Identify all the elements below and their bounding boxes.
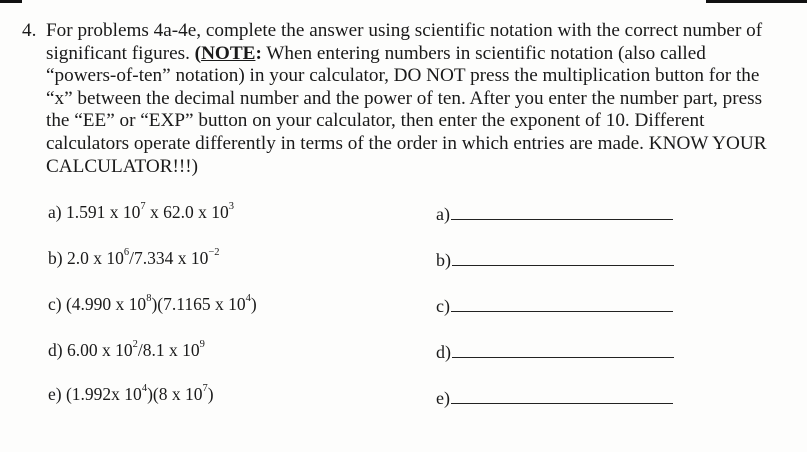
answer-label: d) bbox=[436, 342, 451, 362]
problem-item-e bbox=[48, 384, 214, 405]
top-edge-mark-left bbox=[0, 0, 22, 3]
item-label: a) bbox=[48, 202, 62, 222]
item-label: d) bbox=[48, 340, 63, 360]
answer-line-d[interactable] bbox=[436, 342, 674, 363]
problem-item-b bbox=[48, 248, 220, 269]
problem-item-d bbox=[48, 340, 205, 361]
instruction-line-3: “powers-of-ten” notation) in your calculator, DO NOT press the multiplication button for the bbox=[46, 65, 760, 87]
exponent: 3 bbox=[228, 201, 234, 213]
answer-blank[interactable] bbox=[452, 264, 674, 266]
answer-line-b[interactable] bbox=[436, 250, 674, 271]
answer-label: e) bbox=[436, 388, 450, 408]
answer-line-e[interactable] bbox=[436, 388, 673, 409]
exponent: 7 bbox=[202, 383, 208, 395]
note-rest: When entering numbers in scientific notation (also called bbox=[261, 42, 706, 64]
answer-line-c[interactable] bbox=[436, 296, 673, 317]
item-expression: (1.992x $10^4)(8$ x $10^7$) bbox=[65, 383, 214, 404]
instruction-line-2-text: significant figures. bbox=[46, 42, 190, 64]
note-word: NOTE bbox=[201, 42, 256, 64]
instruction-line-2 bbox=[46, 43, 806, 66]
exponent: 4 bbox=[141, 383, 148, 395]
answer-label: b) bbox=[436, 250, 451, 270]
note-open-paren: ( bbox=[194, 42, 202, 64]
top-edge-mark-right bbox=[706, 0, 807, 3]
exponent: 2 bbox=[132, 339, 138, 351]
problem-item-a bbox=[48, 202, 234, 223]
answer-line-a[interactable] bbox=[436, 204, 673, 225]
note-label bbox=[195, 43, 262, 64]
instruction-line-1: For problems 4a-4e, complete the answer using scientific notation with the correct number of bbox=[46, 20, 763, 41]
instruction-line-6: calculators operate differently in terms of the order in which entries are made. KNOW YOUR bbox=[46, 132, 767, 154]
instruction-text bbox=[46, 20, 806, 178]
exponent: 9 bbox=[199, 339, 205, 351]
answer-blank[interactable] bbox=[451, 218, 673, 220]
note-colon: : bbox=[255, 42, 262, 64]
answer-label: c) bbox=[436, 296, 450, 316]
exponent: 7 bbox=[140, 201, 146, 213]
answer-blank[interactable] bbox=[452, 356, 674, 358]
item-expression: (4.990 x $10^8)(7.1165$ x $10^4$) bbox=[65, 293, 257, 314]
item-label: e) bbox=[48, 384, 62, 404]
item-expression: 6.00 x $10^2/8.1$ x $10^9$ bbox=[66, 339, 205, 360]
problem-item-c bbox=[48, 294, 257, 315]
answer-label: a) bbox=[436, 204, 450, 224]
problem-number: 4. bbox=[22, 20, 37, 41]
exponent: 8 bbox=[146, 293, 152, 305]
answer-blank[interactable] bbox=[451, 402, 673, 404]
instruction-line-7: CALCULATOR!!!) bbox=[46, 155, 199, 177]
answer-blank[interactable] bbox=[451, 310, 673, 312]
instruction-line-4: “x” between the decimal number and the power of ten. After you enter the number part, press bbox=[46, 87, 763, 109]
item-expression: 2.0 x $10^6/7.334$ x $10^{-2}$ bbox=[66, 247, 220, 268]
exponent: −2 bbox=[208, 247, 220, 259]
item-label: b) bbox=[48, 248, 63, 268]
item-expression: 1.591 x $10^7$ x 62.0 x $10^3$ bbox=[65, 201, 234, 222]
exponent: 4 bbox=[245, 293, 251, 305]
item-label: c) bbox=[48, 294, 62, 314]
instruction-line-5: the “EE” or “EXP” button on your calculator, then enter the exponent of 10. Different bbox=[46, 110, 705, 132]
exponent: 6 bbox=[123, 247, 130, 259]
